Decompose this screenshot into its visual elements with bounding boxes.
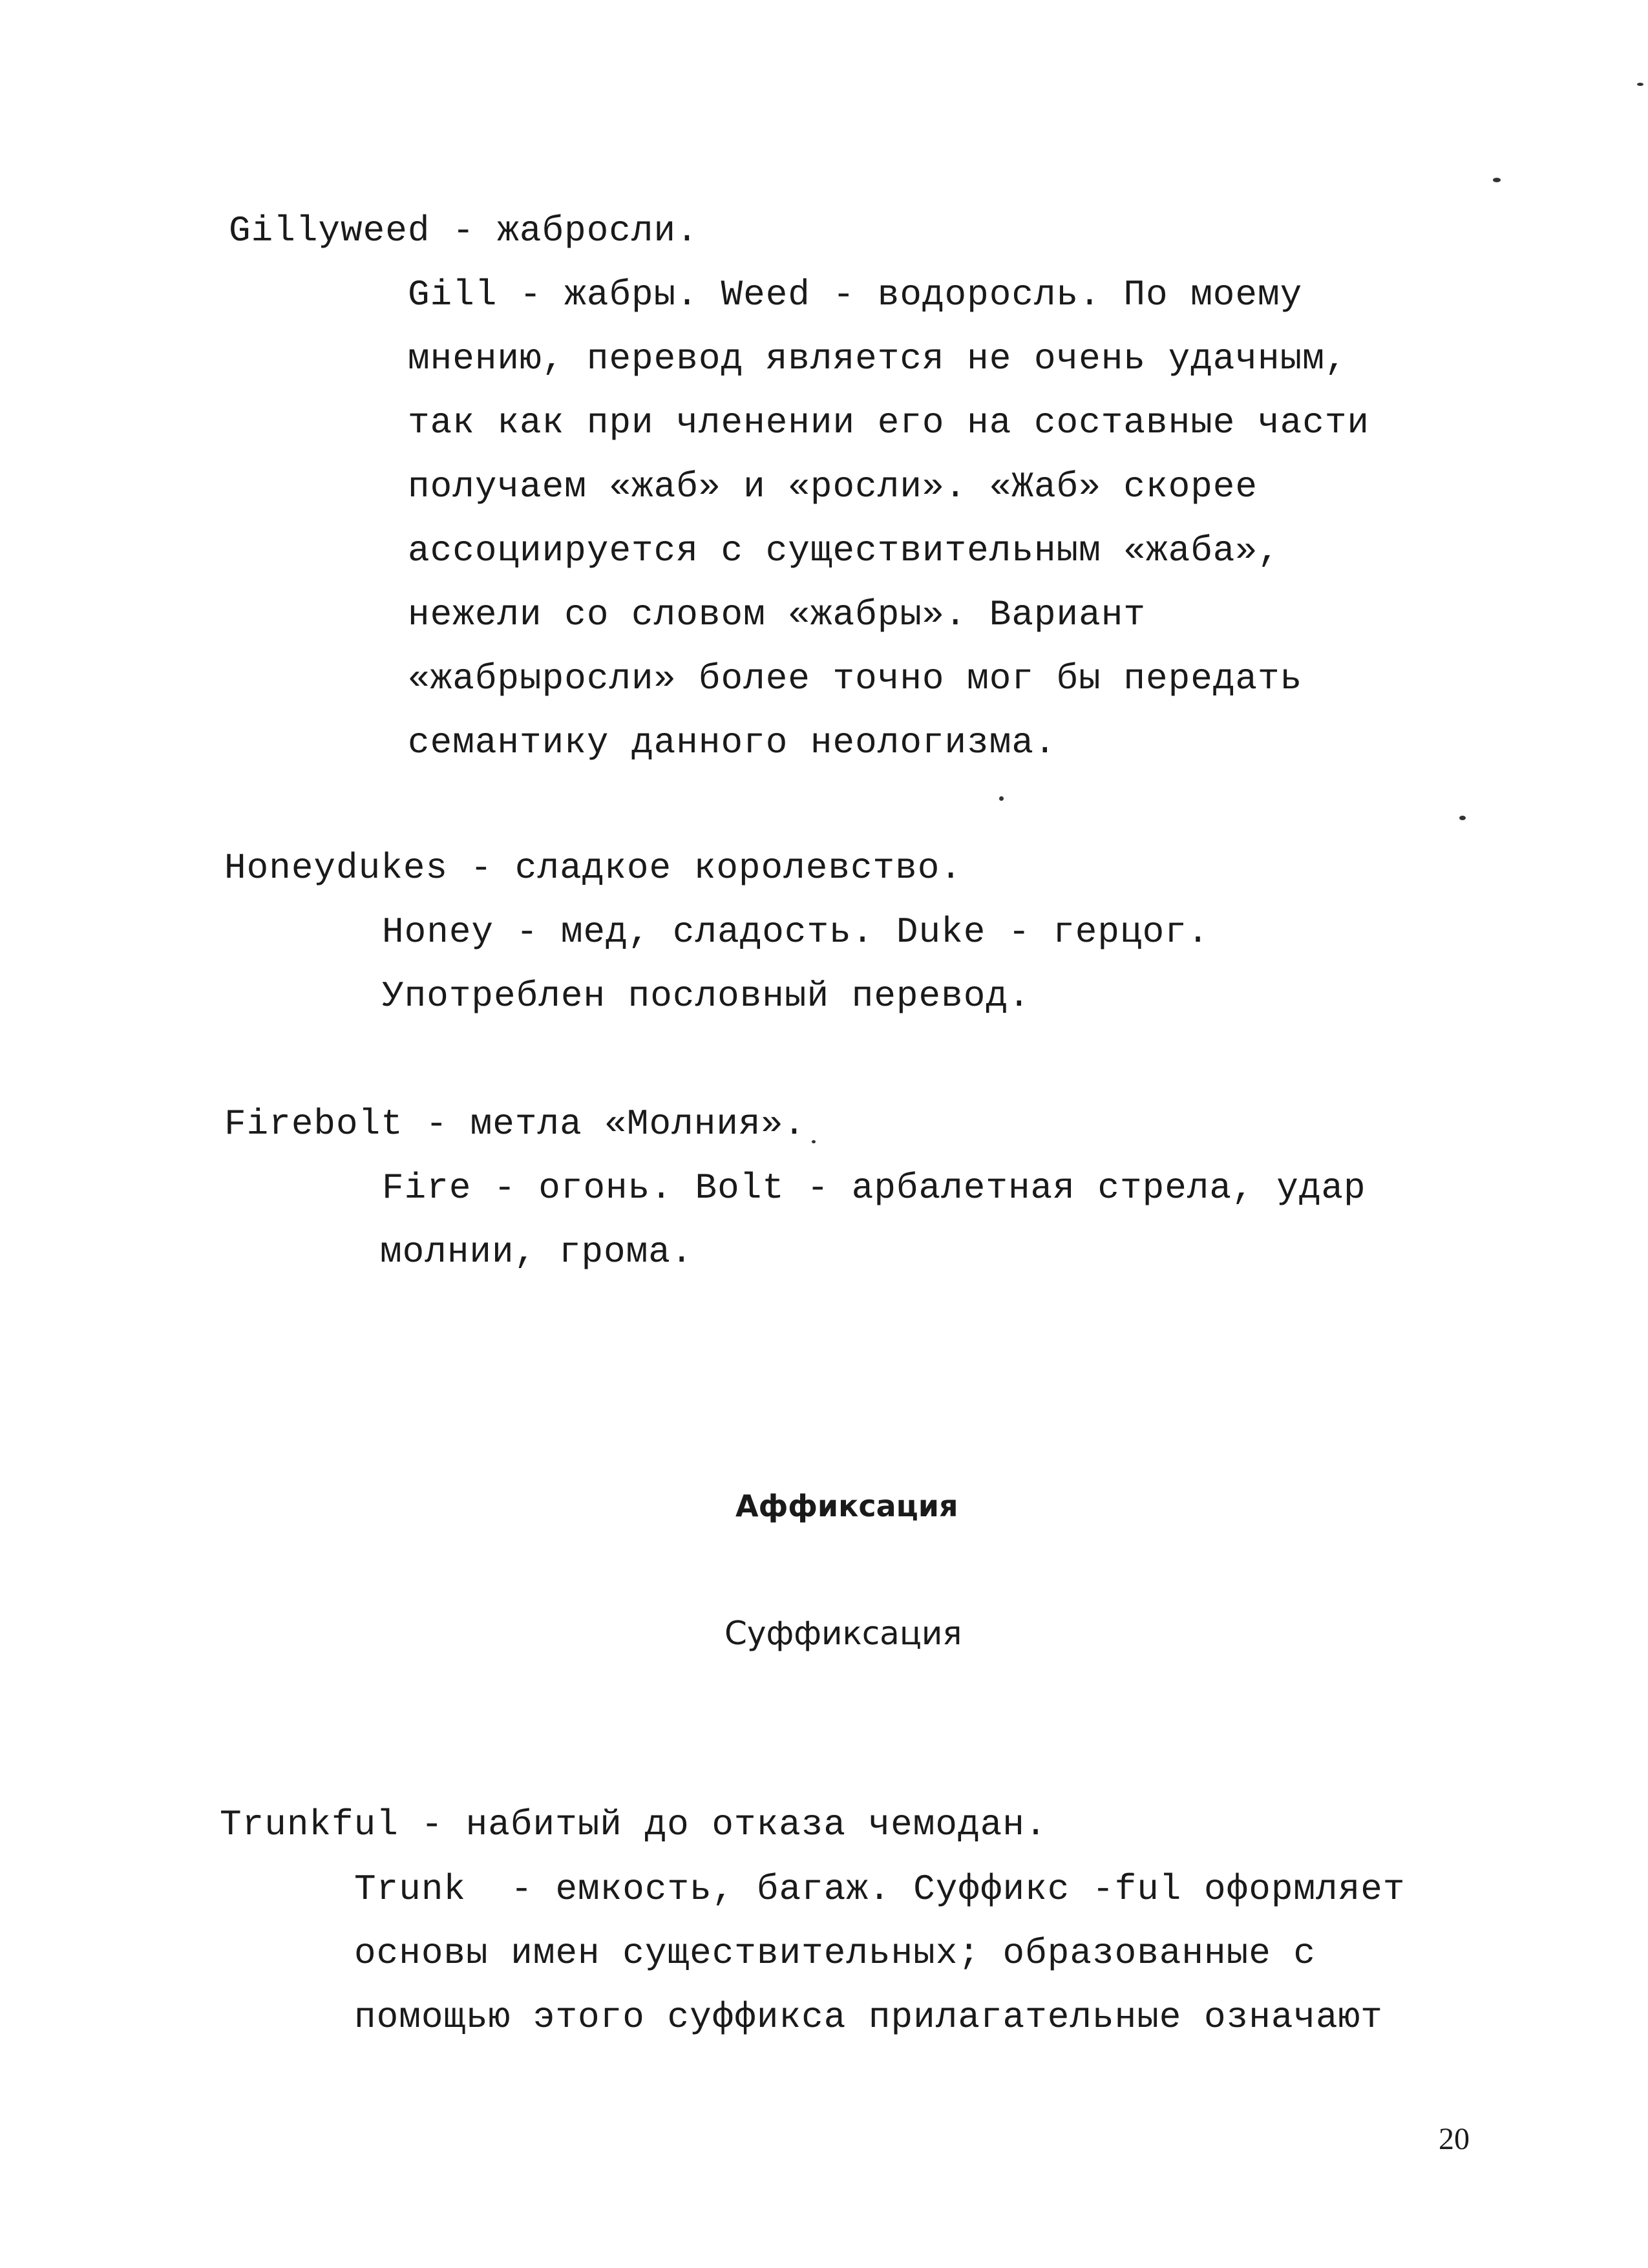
entry-body-line: нежели со словом «жабры». Вариант — [408, 594, 1146, 635]
scan-speck — [1493, 178, 1501, 182]
entry-term-firebolt: Firebolt - метла «Молния». — [224, 1103, 806, 1145]
entry-body-line: семантику данного неологизма. — [408, 722, 1057, 763]
entry-body-line: получаем «жаб» и «росли». «Жаб» скорее — [408, 466, 1258, 507]
entry-body-line: помощью этого суффикса прилагательные означают — [354, 1997, 1383, 2038]
entry-body-line: Trunk - емкость, багаж. Суффикс -ful оформляет — [354, 1869, 1406, 1910]
entry-body-line: Gill - жабры. Weed - водоросль. По моему — [408, 274, 1303, 315]
subsection-heading: Суффиксация — [724, 1615, 962, 1652]
entry-body-line: Fire - огонь. Bolt - арбалетная стрела, удар — [382, 1167, 1366, 1209]
entry-body-line: так как при членении его на составные части — [408, 402, 1370, 443]
entry-term-honeydukes: Honeydukes - сладкое королевство. — [224, 847, 962, 889]
scan-speck — [812, 1140, 816, 1143]
entry-body-line: Употреблен пословный перевод. — [382, 975, 1031, 1017]
page-number: 20 — [1439, 2122, 1470, 2156]
scan-speck — [1637, 83, 1643, 86]
entry-term-gillyweed: Gillyweed - жабросли. — [229, 210, 699, 251]
entry-body-line: основы имен существительных; образованные с — [354, 1933, 1316, 1974]
entry-body-line: мнению, перевод является не очень удачным, — [408, 338, 1347, 379]
scan-speck — [1459, 816, 1466, 820]
entry-body-line: ассоциируется с существительным «жаба», — [408, 530, 1280, 571]
entry-body-line: «жабрыросли» более точно мог бы передать — [408, 658, 1303, 699]
entry-body-line: молнии, грома. — [380, 1231, 693, 1273]
section-heading: Аффиксация — [735, 1489, 958, 1523]
scan-speck — [999, 796, 1004, 801]
entry-term-trunkful: Trunkful - набитый до отказа чемодан. — [220, 1804, 1048, 1845]
entry-body-line: Honey - мед, сладость. Duke - герцог. — [382, 911, 1210, 953]
